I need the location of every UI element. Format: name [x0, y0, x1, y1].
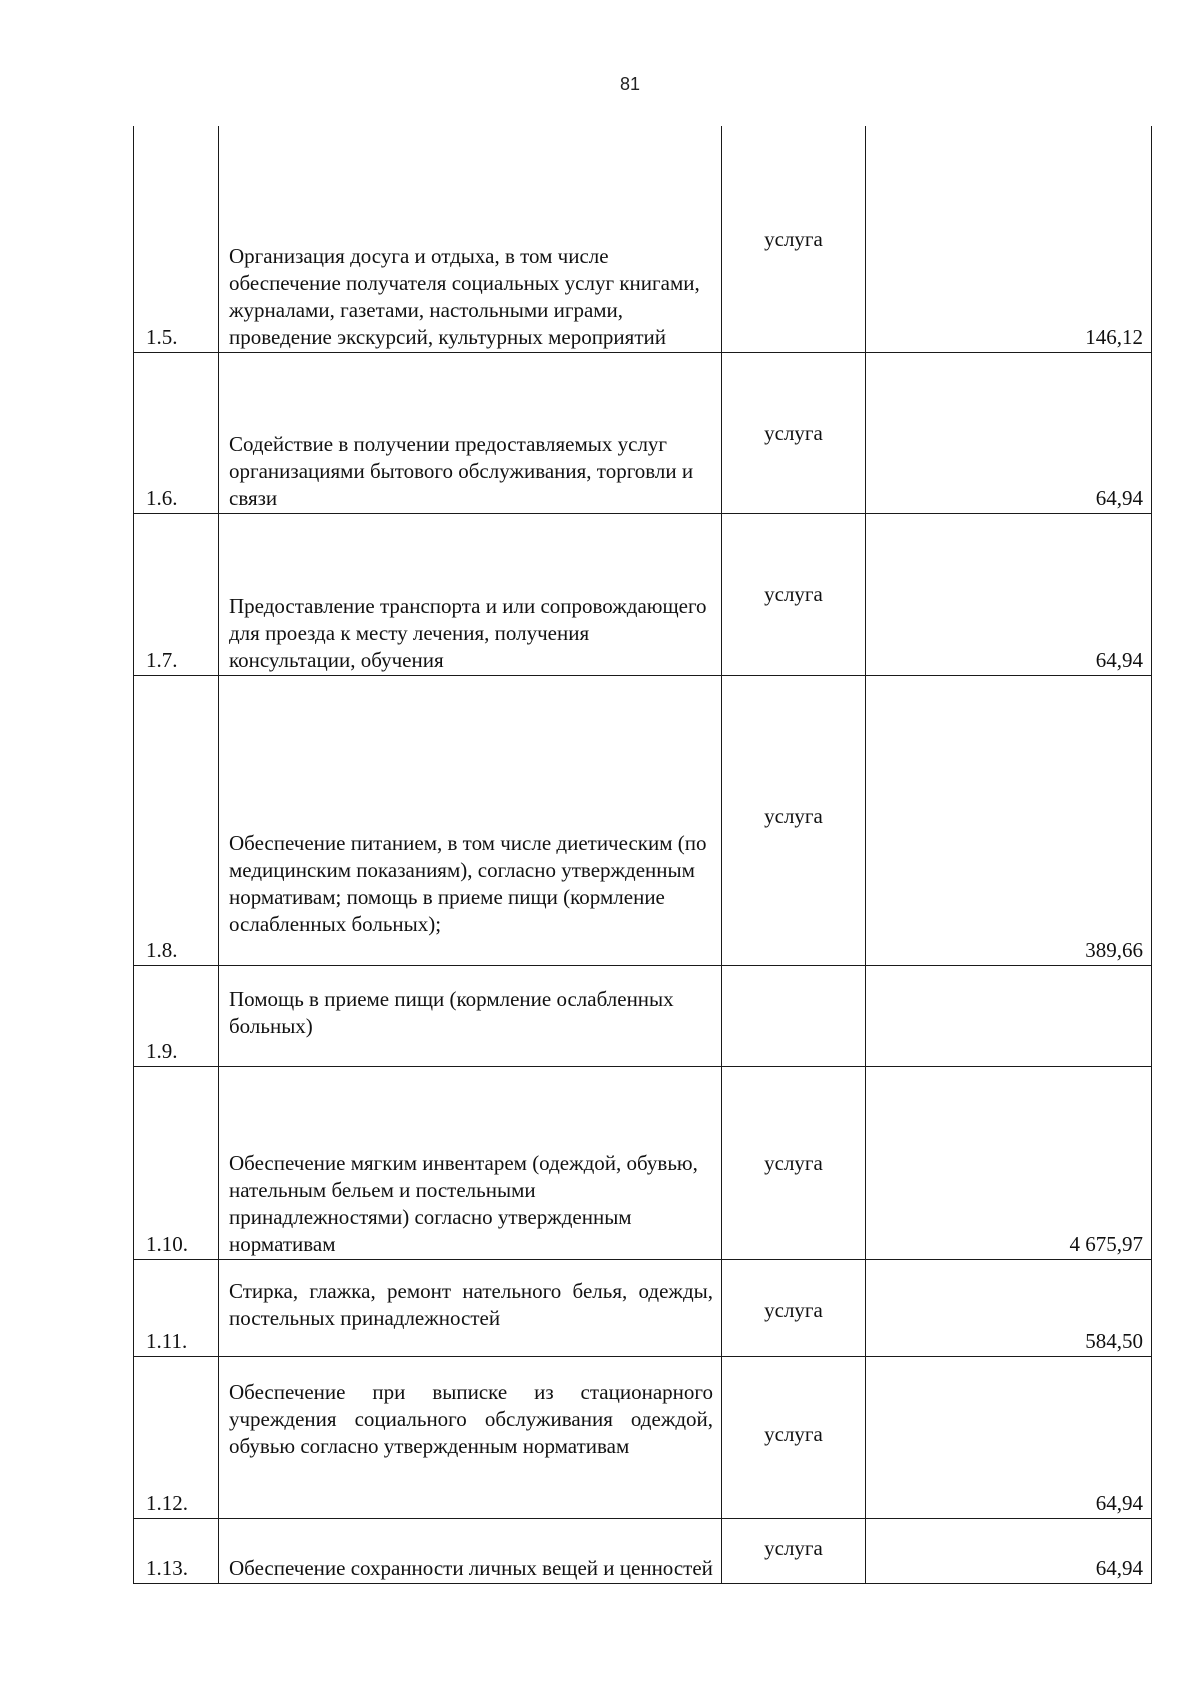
row-number: 1.5. [134, 126, 219, 352]
price-value: 64,94 [866, 1518, 1152, 1583]
unit-label: услуга [764, 1297, 823, 1322]
service-name: Обеспечение при выписке из стационарного учреждения социального обслуживания одеждой, обувью согласно утвержденным нормативам [219, 1356, 722, 1518]
page-number: 81 [619, 74, 641, 94]
price-value: 64,94 [866, 352, 1152, 513]
row-number: 1.12. [134, 1356, 219, 1518]
row-number: 1.13. [134, 1518, 219, 1583]
table-row [134, 1356, 1152, 1518]
price-value: 389,66 [866, 675, 1152, 965]
table-row [134, 352, 1152, 513]
unit-label [722, 966, 865, 1066]
row-number: 1.8. [134, 675, 219, 965]
service-name: Предоставление транспорта и или сопровождающего для проезда к месту лечения, получения консультации, обучения [219, 513, 722, 675]
unit-label: услуга [764, 420, 823, 445]
unit-cell [722, 675, 866, 965]
price-value: 584,50 [866, 1259, 1152, 1356]
service-name: Содействие в получении предоставляемых услуг организациями бытового обслуживания, торговли и связи [219, 352, 722, 513]
table-row [134, 965, 1152, 1066]
price-value: 64,94 [866, 1356, 1152, 1518]
unit-label: услуга [764, 227, 823, 251]
unit-cell [722, 513, 866, 675]
row-number: 1.9. [134, 965, 219, 1066]
price-value [866, 965, 1152, 1066]
price-value: 64,94 [866, 513, 1152, 675]
unit-label: услуга [764, 581, 823, 606]
price-value: 146,12 [866, 126, 1152, 352]
unit-label: услуга [764, 1535, 823, 1560]
unit-cell [722, 126, 866, 352]
table-row [134, 1259, 1152, 1356]
unit-label: услуга [764, 1150, 823, 1175]
table-row [134, 675, 1152, 965]
service-name: Стирка, глажка, ремонт нательного белья, одежды, постельных принадлежностей [219, 1259, 722, 1356]
unit-cell [722, 965, 866, 1066]
unit-label: услуга [764, 803, 823, 828]
row-number: 1.10. [134, 1066, 219, 1259]
unit-label: услуга [764, 1421, 823, 1446]
unit-cell [722, 352, 866, 513]
table-row [134, 126, 1152, 352]
service-name: Обеспечение питанием, в том числе диетическим (по медицинским показаниям), согласно утвержденным нормативам; помощь в приеме пищи (кормление ослабленных больных); [219, 675, 722, 965]
service-name: Обеспечение мягким инвентарем (одеждой, обувью, нательным бельем и постельными принадлежностями) согласно утвержденным нормативам [219, 1066, 722, 1259]
unit-cell [722, 1259, 866, 1356]
row-number: 1.11. [134, 1259, 219, 1356]
service-name: Помощь в приеме пищи (кормление ослабленных больных) [219, 965, 722, 1066]
unit-cell [722, 1066, 866, 1259]
table-row [134, 1518, 1152, 1583]
unit-cell [722, 1356, 866, 1518]
row-number: 1.6. [134, 352, 219, 513]
table-row [134, 513, 1152, 675]
table-row [134, 1066, 1152, 1259]
row-number: 1.7. [134, 513, 219, 675]
service-name: Организация досуга и отдыха, в том числе обеспечение получателя социальных услуг книгами, журналами, газетами, настольными играми, проведение экскурсий, культурных мероприятий [219, 126, 722, 352]
price-value: 4 675,97 [866, 1066, 1152, 1259]
service-name: Обеспечение сохранности личных вещей и ценностей [219, 1518, 722, 1583]
unit-cell [722, 1518, 866, 1583]
services-table [133, 126, 1152, 1584]
